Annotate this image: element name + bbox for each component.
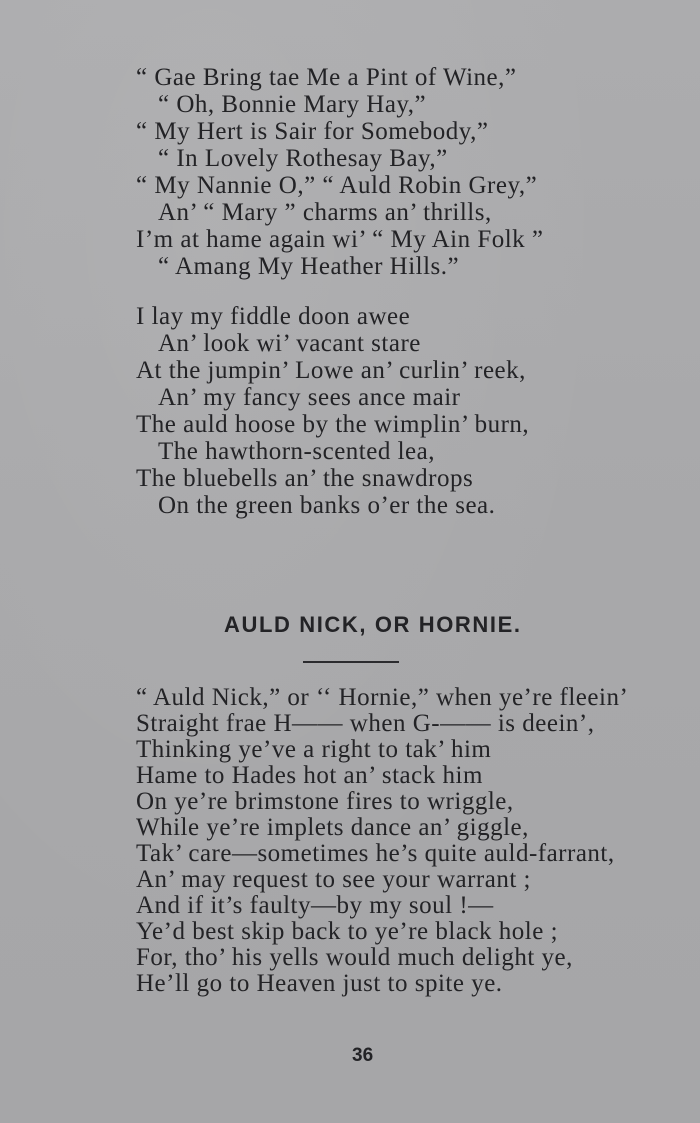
poem-line: Ye’d best skip back to ye’re black hole ; [136, 918, 559, 945]
poem-line: An’ my fancy sees ance mair [158, 384, 461, 411]
poem-line: “ Auld Nick,” or ‘‘ Hornie,” when ye’re fleein’ [136, 684, 629, 711]
poem-line: For, tho’ his yells would much delight ye, [136, 944, 573, 971]
page-number: 36 [352, 1045, 374, 1066]
poem-line: At the jumpin’ Lowe an’ curlin’ reek, [136, 357, 526, 384]
poem-line: On the green banks o’er the sea. [158, 492, 496, 519]
poem-line: On ye’re brimstone fires to wriggle, [136, 788, 514, 815]
poem-line: “ My Hert is Sair for Somebody,” [136, 118, 489, 145]
poem-line: “ In Lovely Rothesay Bay,” [158, 145, 448, 172]
poem-line: The auld hoose by the wimplin’ burn, [136, 411, 530, 438]
poem-line: “ Amang My Heather Hills.” [158, 253, 460, 280]
poem-line: Tak’ care—sometimes he’s quite auld-farrant, [136, 840, 615, 867]
poem-line: Thinking ye’ve a right to tak’ him [136, 736, 492, 763]
title-divider [303, 661, 399, 663]
poem-line: “ Oh, Bonnie Mary Hay,” [158, 91, 427, 118]
poem-line: I lay my fiddle doon awee [136, 303, 411, 330]
poem-line: Straight frae H—— when G-—— is deein’, [136, 710, 595, 737]
poem-line: An’ look wi’ vacant stare [158, 330, 421, 357]
poem-line: An’ “ Mary ” charms an’ thrills, [158, 199, 492, 226]
poem-line: And if it’s faulty—by my soul !— [136, 892, 494, 919]
poem-line: The bluebells an’ the snawdrops [136, 465, 474, 492]
poem-line: The hawthorn-scented lea, [158, 438, 435, 465]
poem-line: An’ may request to see your warrant ; [136, 866, 531, 893]
poem-title: AULD NICK, OR HORNIE. [224, 612, 522, 637]
poem-line: “ Gae Bring tae Me a Pint of Wine,” [136, 64, 517, 91]
poem-line: I’m at hame again wi’ “ My Ain Folk ” [136, 226, 544, 253]
poem-line: “ My Nannie O,” “ Auld Robin Grey,” [136, 172, 538, 199]
poem-line: Hame to Hades hot an’ stack him [136, 762, 483, 789]
poem-line: He’ll go to Heaven just to spite ye. [136, 970, 503, 997]
poem-line: While ye’re implets dance an’ giggle, [136, 814, 529, 841]
